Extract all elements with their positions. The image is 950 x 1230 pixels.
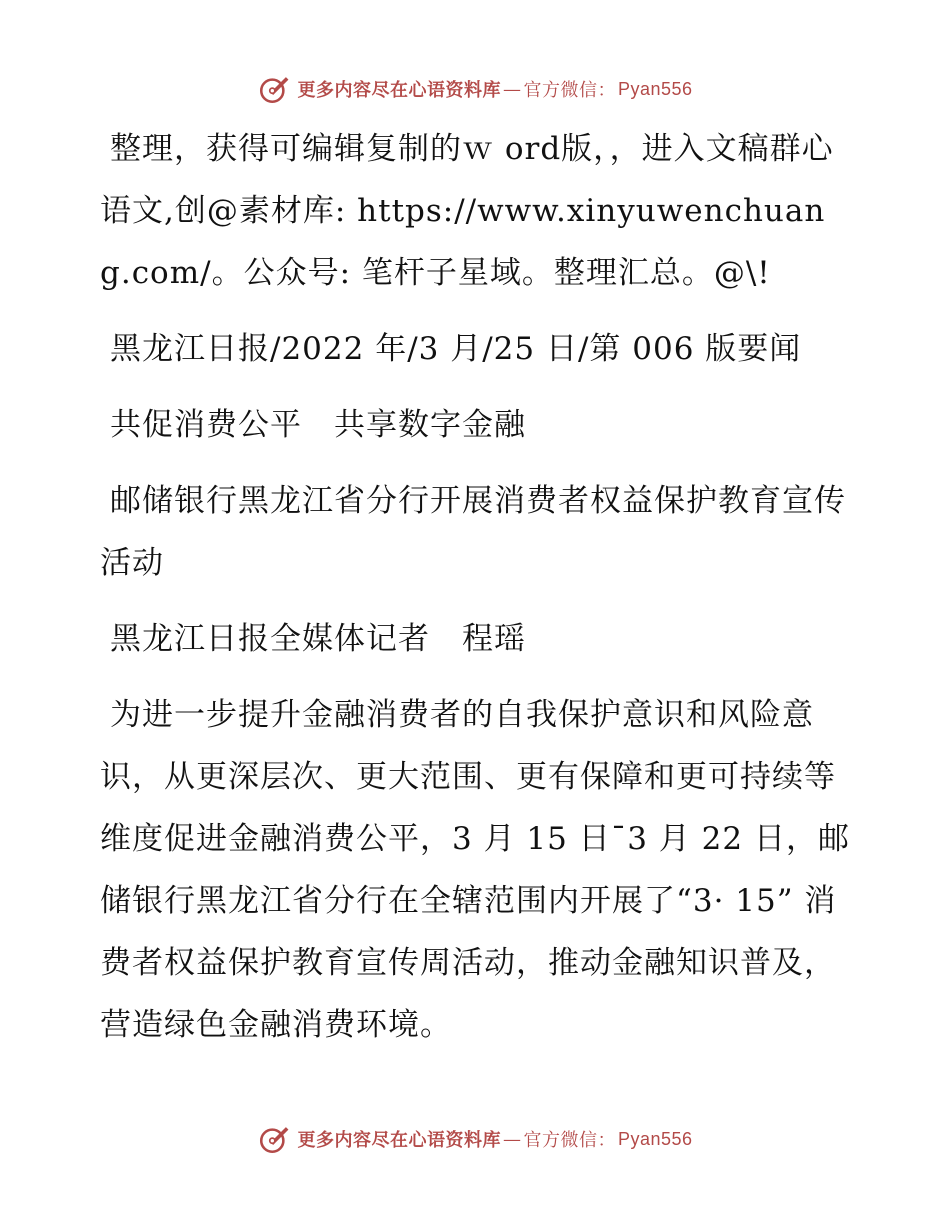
watermark-separator: — xyxy=(502,1128,522,1150)
watermark-label: 官方微信： xyxy=(523,1130,616,1151)
watermark-handle: Pyan556 xyxy=(617,78,693,99)
article-content xyxy=(100,118,850,1070)
source-line: 黑龙江日报/2022 年/3 月/25 日/第 006 版要闻 xyxy=(110,331,802,367)
watermark-text: 更多内容尽在心语资料库 xyxy=(297,80,501,101)
byline: 黑龙江日报全媒体记者 程瑶 xyxy=(110,621,526,657)
subheadline: 邮储银行黑龙江省分行开展消费者权益保护教育宣传活动 xyxy=(100,483,846,581)
watermark-label: 官方微信： xyxy=(523,80,616,101)
watermark-handle: Pyan556 xyxy=(617,1128,693,1149)
promo-text: 整理，获得可编辑复制的ｗ ord版，，进入文稿群心语文,创@素材库: https://www.xinyuwenchuang.com/。公众号: 笔杆子星域。整理汇总。@\! xyxy=(100,131,834,291)
pen-logo-icon xyxy=(257,72,291,106)
watermark-header xyxy=(0,72,950,106)
watermark-footer xyxy=(0,1122,950,1156)
watermark-separator: — xyxy=(502,78,522,100)
watermark-text: 更多内容尽在心语资料库 xyxy=(297,1130,501,1151)
headline: 共促消费公平 共享数字金融 xyxy=(110,407,526,443)
pen-logo-icon xyxy=(257,1122,291,1156)
body-paragraph: 为进一步提升金融消费者的自我保护意识和风险意识，从更深层次、更大范围、更有保障和更可持续等维度促进金融消费公平，3 月 15 日¯3 月 22 日，邮储银行黑龙江省分行在全辖范围内开展了“3· 15” 消费者权益保护教育宣传周活动，推动金融知识普及，营造绿色金融消费环境。 xyxy=(100,697,850,1043)
